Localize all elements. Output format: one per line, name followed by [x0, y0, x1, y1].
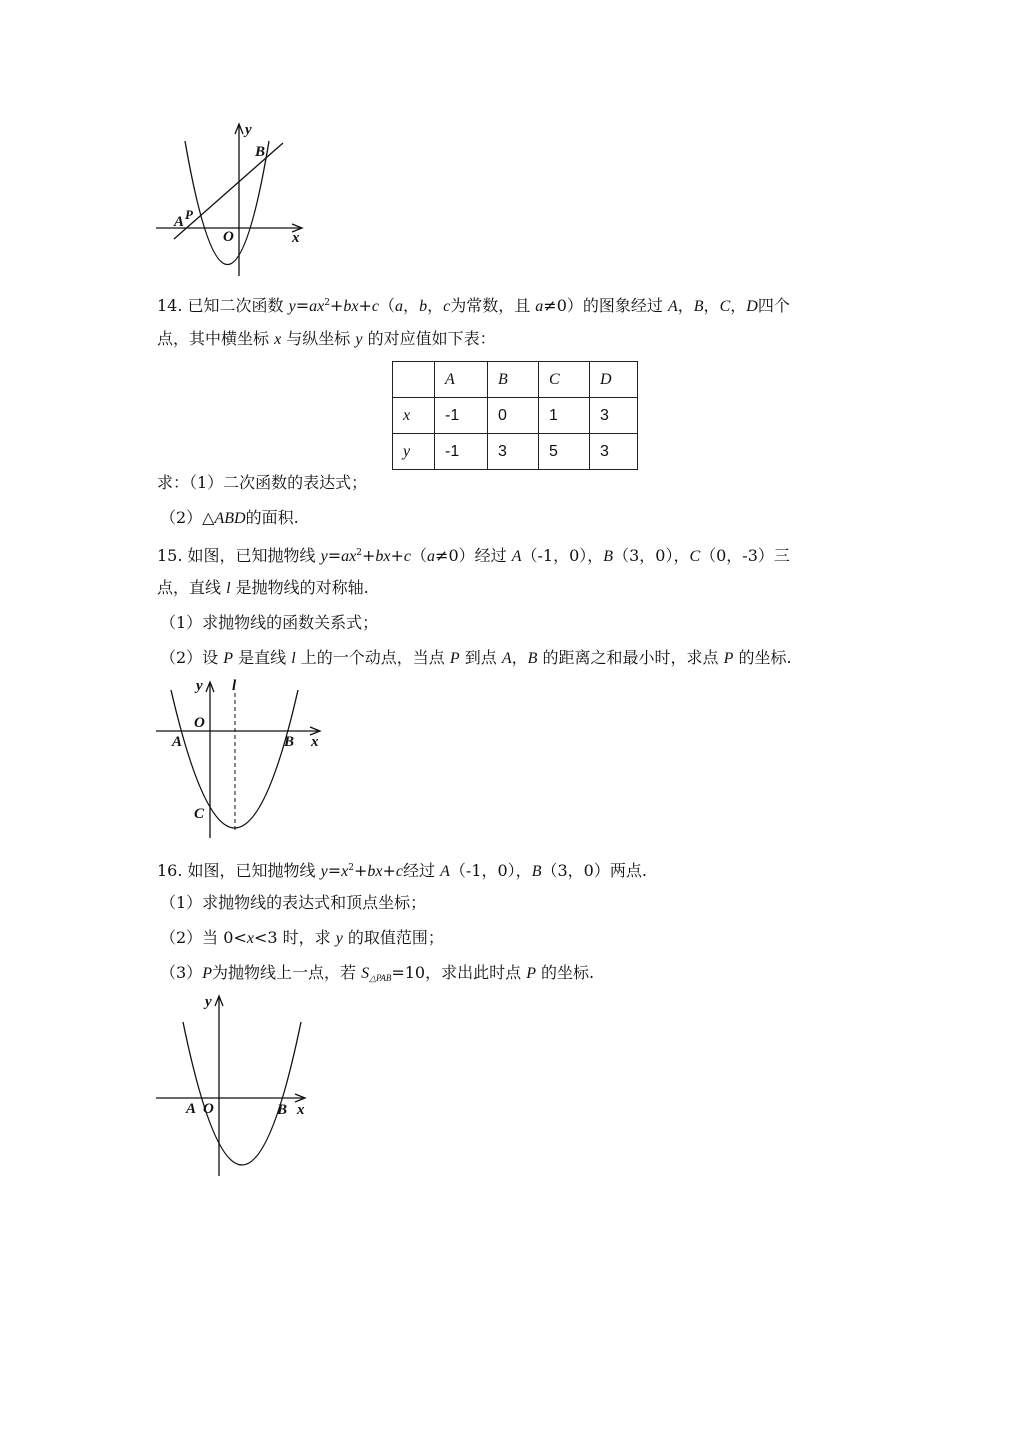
q14-text: +: [358, 296, 372, 315]
q16-line1: [157, 857, 647, 883]
math-var: P: [449, 650, 460, 667]
math-subscript: △PAB: [369, 973, 392, 983]
q15-part2: [160, 647, 792, 670]
math-var: A: [667, 298, 678, 315]
math-var: c: [371, 298, 380, 315]
table-header-cell: A: [435, 362, 488, 398]
math-var: B: [603, 548, 614, 565]
math-var: y: [355, 331, 363, 348]
math-var: x: [246, 930, 254, 947]
table-header-cell: B: [488, 362, 539, 398]
label-x: x: [297, 1102, 305, 1118]
q15-text: ，: [511, 648, 528, 667]
q14-line2: [157, 328, 496, 351]
math-var: x: [351, 298, 359, 315]
label-x: x: [311, 734, 319, 750]
math-var: x: [274, 331, 282, 348]
label-c: C: [194, 806, 205, 822]
q16-text: <3 时，求: [253, 928, 336, 947]
q14-part2: [160, 507, 299, 530]
label-b: B: [255, 144, 266, 160]
label-x: x: [292, 230, 300, 246]
q15-text: 是直线: [233, 648, 292, 667]
q16-part2: [160, 927, 444, 950]
q14-text: 与纵坐标: [281, 329, 356, 348]
q14-number: 14.: [157, 296, 183, 315]
math-var: c: [443, 298, 451, 315]
q15-text: 的距离之和最小时，求点: [537, 648, 724, 667]
q15-text: （0，-3）三: [700, 546, 790, 565]
label-a: A: [172, 734, 183, 750]
math-var: ABD: [214, 510, 246, 527]
q16-text: 如图，已知抛物线: [187, 861, 321, 880]
table-cell: 3: [488, 434, 539, 470]
math-exponent: 2: [356, 548, 362, 558]
table-cell: -1: [435, 434, 488, 470]
math-var: B: [527, 650, 538, 667]
q14-text: =: [295, 296, 310, 315]
q15-text: 是抛物线的对称轴.: [230, 578, 369, 597]
math-var: P: [223, 650, 234, 667]
label-l: l: [232, 678, 237, 694]
q15-number: 15.: [157, 546, 183, 565]
q14-line1: [157, 292, 790, 318]
q16-text: =: [327, 861, 342, 880]
label-b: B: [277, 1102, 288, 1118]
q14-text: +: [330, 296, 344, 315]
table-cell: 1: [539, 398, 590, 434]
q14-text: ，: [403, 296, 420, 315]
q16-text: 为抛物线上一点，若: [211, 963, 362, 982]
q15-text: （3，0），: [613, 546, 690, 565]
q14-text: ≠0）的图象经过: [543, 296, 668, 315]
table-cell: -1: [435, 398, 488, 434]
label-o: O: [194, 715, 205, 731]
math-var: x: [341, 863, 349, 880]
math-var: b: [419, 298, 428, 315]
q15-text: 上的一个动点，当点: [295, 648, 450, 667]
q15-text: =: [327, 546, 342, 565]
label-y: y: [205, 994, 212, 1010]
figure-parabola-line: [150, 118, 320, 278]
q14-text: ，: [427, 296, 444, 315]
q15-text: +: [362, 546, 376, 565]
q15-text: （2）设: [160, 648, 224, 667]
q15-text: 的坐标.: [733, 648, 792, 667]
q14-text: 的对应值如下表：: [362, 329, 496, 348]
math-var: x: [375, 863, 383, 880]
q16-text: （2）当 0<: [160, 928, 247, 947]
math-var: A: [511, 548, 522, 565]
math-var: c: [395, 863, 404, 880]
q15-text: 到点: [459, 648, 502, 667]
math-var: A: [440, 863, 450, 880]
q14-text: （: [379, 296, 396, 315]
math-var: P: [723, 650, 734, 667]
math-var: l: [291, 650, 296, 667]
math-var: y: [320, 548, 328, 565]
figure-q15-parabola: [150, 675, 330, 845]
q15-text: ≠0）经过: [435, 546, 512, 565]
table-row: [393, 398, 638, 434]
math-var: A: [501, 650, 512, 667]
q14-text: ，: [703, 296, 720, 315]
q15-line2: [157, 577, 369, 600]
math-var: b: [367, 863, 376, 880]
label-a: A: [174, 214, 185, 230]
figure-q16-parabola: [150, 990, 330, 1185]
q15-text: （-1，0），: [521, 546, 604, 565]
q16-text: 的取值范围；: [342, 928, 444, 947]
q16-text: +: [354, 861, 368, 880]
q14-text: （2）△: [160, 508, 215, 527]
table-row: [393, 362, 638, 398]
q16-part3: [160, 962, 594, 989]
math-var: a: [341, 548, 350, 565]
math-var: l: [226, 580, 231, 597]
q14-text: ，: [730, 296, 747, 315]
math-var: c: [403, 548, 412, 565]
q16-text: +: [382, 861, 396, 880]
label-b: B: [284, 734, 295, 750]
math-exponent: 2: [348, 863, 354, 873]
math-var: C: [689, 548, 701, 565]
math-var: x: [317, 298, 325, 315]
math-var: y: [288, 298, 296, 315]
math-var: a: [395, 298, 404, 315]
label-a: A: [186, 1101, 197, 1117]
table-cell: 5: [539, 434, 590, 470]
label-p: P: [185, 207, 193, 222]
q15-part1: （1）求抛物线的函数关系式；: [160, 613, 379, 632]
table-row: [393, 434, 638, 470]
table-cell: 3: [590, 398, 638, 434]
line-ab: [174, 143, 283, 239]
math-var: B: [531, 863, 542, 880]
math-exponent: 2: [324, 298, 330, 308]
q16-text: （3，0）两点.: [541, 861, 647, 880]
math-var: a: [309, 298, 318, 315]
q16-text: （3）: [160, 963, 203, 982]
math-var: D: [746, 298, 758, 315]
math-var: P: [202, 965, 212, 982]
table-row-label: y: [393, 434, 435, 470]
q15-text: 点，直线: [157, 578, 227, 597]
table-header-cell: D: [590, 362, 638, 398]
table-cell: 0: [488, 398, 539, 434]
table-header-cell: C: [539, 362, 590, 398]
q14-text: 的面积.: [245, 508, 299, 527]
q15-text: （: [411, 546, 428, 565]
math-var: a: [427, 548, 436, 565]
label-y: y: [196, 678, 203, 694]
q16-text: 经过: [403, 861, 441, 880]
table-cell: 3: [590, 434, 638, 470]
q16-text: =10，求出此时点: [391, 963, 527, 982]
q14-text: 四个: [757, 296, 790, 315]
math-var: B: [693, 298, 704, 315]
parabola-curve: [183, 1022, 301, 1165]
math-var: a: [535, 298, 544, 315]
q14-text: ，: [677, 296, 694, 315]
table-row-label: x: [393, 398, 435, 434]
table-cell: [393, 362, 435, 398]
q16-part1: （1）求抛物线的表达式和顶点坐标；: [160, 893, 427, 912]
math-var: y: [335, 930, 343, 947]
math-var: x: [349, 548, 357, 565]
label-y: y: [245, 122, 252, 138]
label-o: O: [203, 1101, 214, 1117]
math-var: b: [375, 548, 384, 565]
q14-value-table: [392, 361, 638, 470]
q15-line1: [157, 542, 790, 568]
q14-text: 点，其中横坐标: [157, 329, 275, 348]
q15-text: +: [390, 546, 404, 565]
math-var: S: [361, 965, 370, 982]
q16-text: （-1，0），: [449, 861, 532, 880]
math-var: P: [526, 965, 536, 982]
math-var: C: [719, 298, 731, 315]
math-var: b: [343, 298, 352, 315]
math-var: y: [320, 863, 328, 880]
q15-text: 如图，已知抛物线: [187, 546, 321, 565]
math-var: x: [383, 548, 391, 565]
label-o: O: [223, 229, 234, 245]
q16-number: 16.: [157, 861, 183, 880]
q14-ask: 求：（1）二次函数的表达式；: [157, 473, 368, 492]
q16-text: 的坐标.: [535, 963, 595, 982]
q14-text: 为常数，且: [450, 296, 536, 315]
q14-text: 已知二次函数: [187, 296, 289, 315]
